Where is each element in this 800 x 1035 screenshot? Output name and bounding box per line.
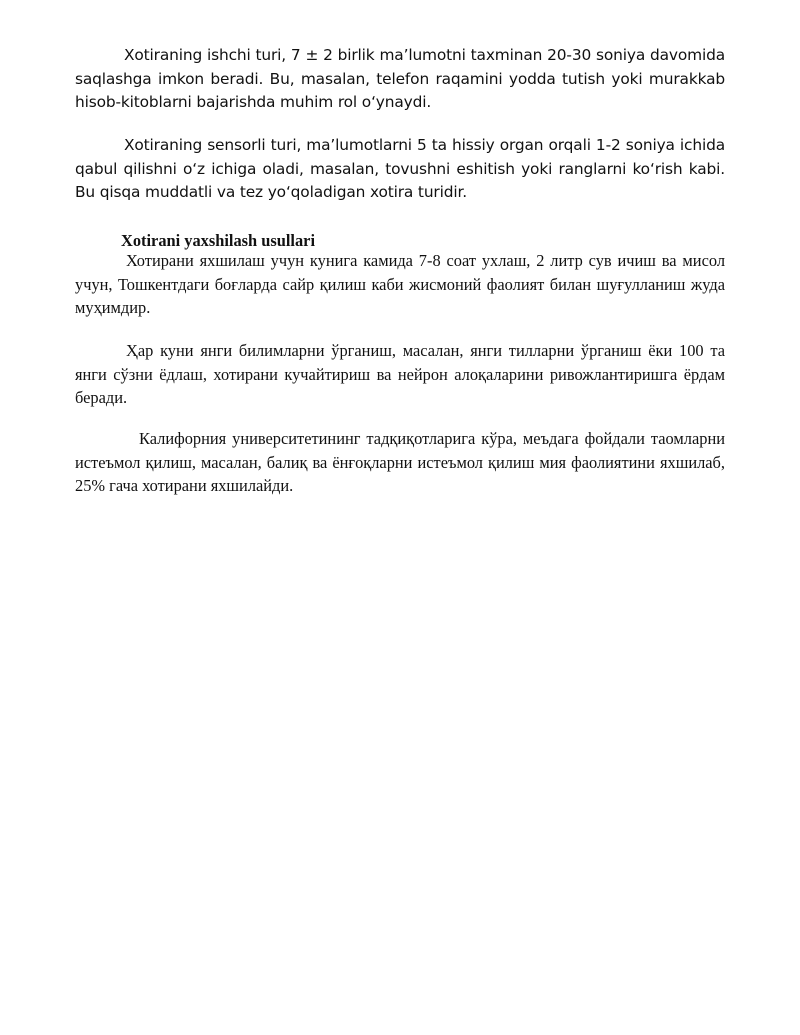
paragraph-sensory-memory: Xotiraning sensorli turi, ma’lumotlarni 5 ta hissiy organ orqali 1-2 soniya ichida qabul qilishni o‘z ichiga oladi, masalan, tovushni eshitish yoki ranglarni ko‘rish kabi. Bu qisqa muddatli va tez yo‘qoladigan xotira turidir. bbox=[75, 136, 725, 201]
paragraph-daily-learning: Ҳар куни янги билимларни ўрганиш, масалан, янги тилларни ўрганиш ёки 100 та янги сўзни ёдлаш, хотирани кучайтириш ва нейрон алоқаларини ривожлантиришга ёрдам беради. bbox=[75, 341, 725, 407]
paragraph-working-memory: Xotiraning ishchi turi, 7 ± 2 birlik ma’lumotni taxminan 20-30 soniya davomida saqlashga imkon beradi. Bu, masalan, telefon raqamini yodda tutish yoki murakkab hisob-kitoblarni bajarishda muhim rol o‘ynaydi. bbox=[75, 46, 725, 111]
paragraph-memory-improvement: Хотирани яхшилаш учун кунига камида 7-8 соат ухлаш, 2 литр сув ичиш ва мисол учун, Тошкентдаги боғларда сайр қилиш каби жисмоний фаолият билан шуғулланиш жуда муҳимдир. bbox=[75, 251, 725, 317]
paragraph-nutrition-research: Калифорния университетининг тадқиқотларига кўра, меъдага фойдали таомларни истеъмол қилиш, масалан, балиқ ва ёнғоқларни истеъмол қилиш мия фаолиятини яхшилаб, 25% гача хотирани яхшилайди. bbox=[75, 429, 725, 495]
section-heading: Xotirani yaxshilash usullari bbox=[121, 231, 315, 250]
